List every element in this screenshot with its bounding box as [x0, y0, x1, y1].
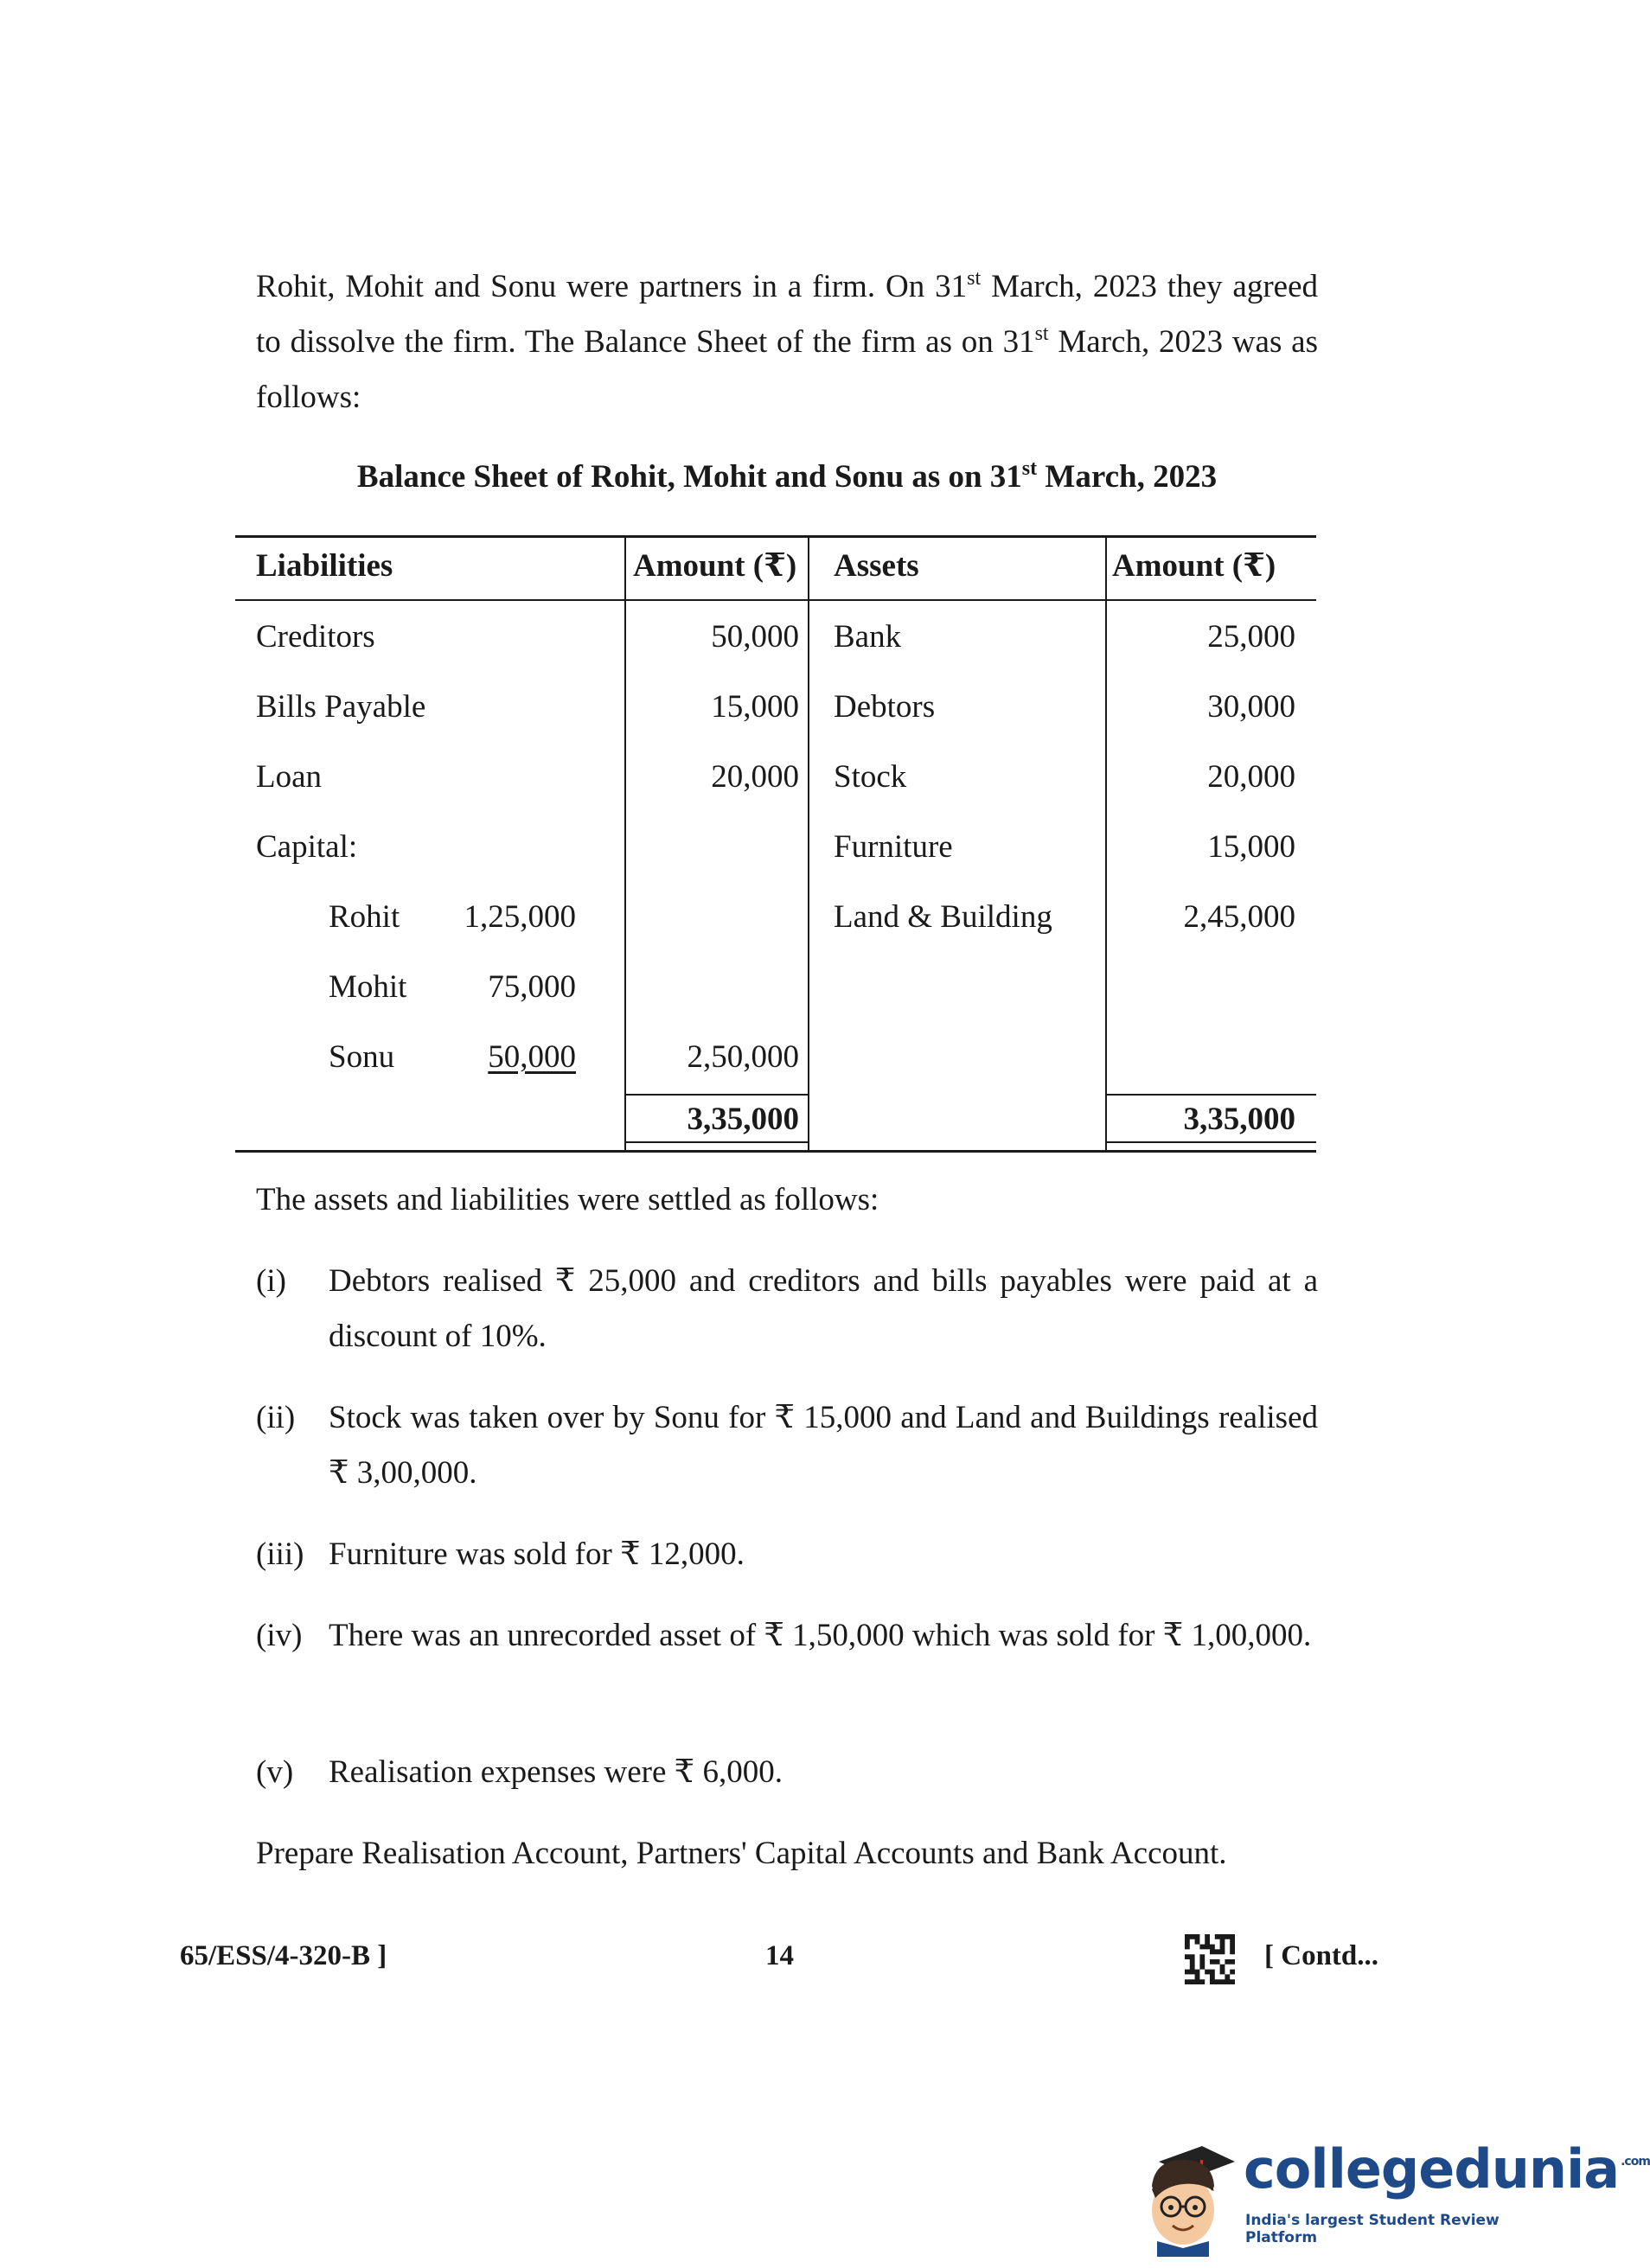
capital-partner-value: 50,000 [488, 1039, 576, 1075]
liability-amount: 50,000 [711, 619, 799, 655]
header-liabilities: Liabilities [256, 548, 393, 584]
instruction-text: Prepare Realisation Account, Partners' Capital Accounts and Bank Account. [256, 1836, 1227, 1871]
settlement-item [256, 1390, 1318, 1501]
balance-sheet-title: Balance Sheet of Rohit, Mohit and Sonu as on 31st March, 2023 [356, 457, 1218, 495]
table-column-divider [808, 535, 809, 1153]
logo-suffix: .com [1621, 2155, 1650, 2169]
asset-amount: 30,000 [1207, 689, 1295, 725]
asset-label: Furniture [834, 829, 953, 865]
mascot-icon [1140, 2136, 1242, 2257]
capital-partner-value: 1,25,000 [464, 899, 576, 935]
asset-amount: 20,000 [1207, 759, 1295, 795]
contd-label: [ Contd... [1264, 1940, 1379, 1971]
asset-amount: 25,000 [1207, 619, 1295, 655]
liability-label: Creditors [256, 619, 375, 655]
table-header-rule [235, 599, 1316, 601]
liability-label: Loan [256, 759, 323, 795]
total-double-line [1105, 1141, 1316, 1143]
liability-label: Capital: [256, 829, 358, 865]
total-double-line [624, 1141, 808, 1143]
item-text: Stock was taken over by Sonu for ₹ 15,000 and Land and Buildings realised ₹ 3,00,000. [329, 1400, 1318, 1491]
asset-label: Debtors [834, 689, 936, 725]
item-text: Furniture was sold for ₹ 12,000. [329, 1536, 745, 1572]
capital-partner-name: Mohit [329, 969, 407, 1005]
item-label: (iv) [256, 1618, 303, 1653]
logo-tagline: India's largest Student Review Platform [1245, 2212, 1500, 2246]
settlement-item [256, 1527, 1318, 1582]
settlement-item [256, 1745, 1318, 1800]
page-number: 14 [765, 1940, 794, 1971]
table-top-rule [235, 535, 1316, 538]
qr-code-icon [1185, 1934, 1235, 1984]
item-label: (iii) [256, 1536, 304, 1572]
item-label: (i) [256, 1263, 286, 1299]
item-label: (v) [256, 1754, 294, 1790]
header-amount-liabilities: Amount (₹) [633, 548, 797, 584]
liability-amount: 20,000 [711, 759, 799, 795]
item-label: (ii) [256, 1400, 296, 1435]
header-amount-assets: Amount (₹) [1112, 548, 1276, 584]
asset-amount: 2,45,000 [1183, 899, 1295, 935]
total-top-line [1105, 1094, 1316, 1096]
asset-label: Stock [834, 759, 907, 795]
table-bottom-rule [235, 1150, 1316, 1153]
capital-partner-name: Rohit [329, 899, 400, 935]
capital-total: 2,50,000 [687, 1039, 799, 1075]
settlement-item [256, 1254, 1318, 1364]
collegedunia-logo [1140, 2136, 1650, 2257]
settlement-intro: The assets and liabilities were settled as follows: [256, 1182, 879, 1217]
total-assets: 3,35,000 [1183, 1102, 1295, 1137]
item-text: Realisation expenses were ₹ 6,000. [329, 1754, 783, 1790]
balance-sheet-table [235, 535, 1316, 1153]
item-text: Debtors realised ₹ 25,000 and creditors and bills payables were paid at a discount of 10%. [329, 1263, 1318, 1354]
settlement-item [256, 1608, 1318, 1664]
intro-paragraph: Rohit, Mohit and Sonu were partners in a firm. On 31st March, 2023 they agreed to dissolve the firm. The Balance Sheet of the firm as on 31st March, 2023 was as follows: [256, 267, 1319, 415]
logo-brand: collegedunia [1244, 2137, 1620, 2201]
asset-amount: 15,000 [1207, 829, 1295, 865]
asset-label: Land & Building [834, 899, 1052, 935]
asset-label: Bank [834, 619, 902, 655]
liability-amount: 15,000 [711, 689, 799, 725]
total-liabilities: 3,35,000 [687, 1102, 799, 1137]
capital-partner-name: Sonu [329, 1039, 395, 1075]
total-top-line [624, 1094, 808, 1096]
liability-label: Bills Payable [256, 689, 426, 725]
paper-code: 65/ESS/4-320-B ] [180, 1940, 387, 1971]
header-assets: Assets [834, 548, 919, 584]
item-text: There was an unrecorded asset of ₹ 1,50,000 which was sold for ₹ 1,00,000. [329, 1618, 1312, 1653]
capital-partner-value: 75,000 [488, 969, 576, 1005]
